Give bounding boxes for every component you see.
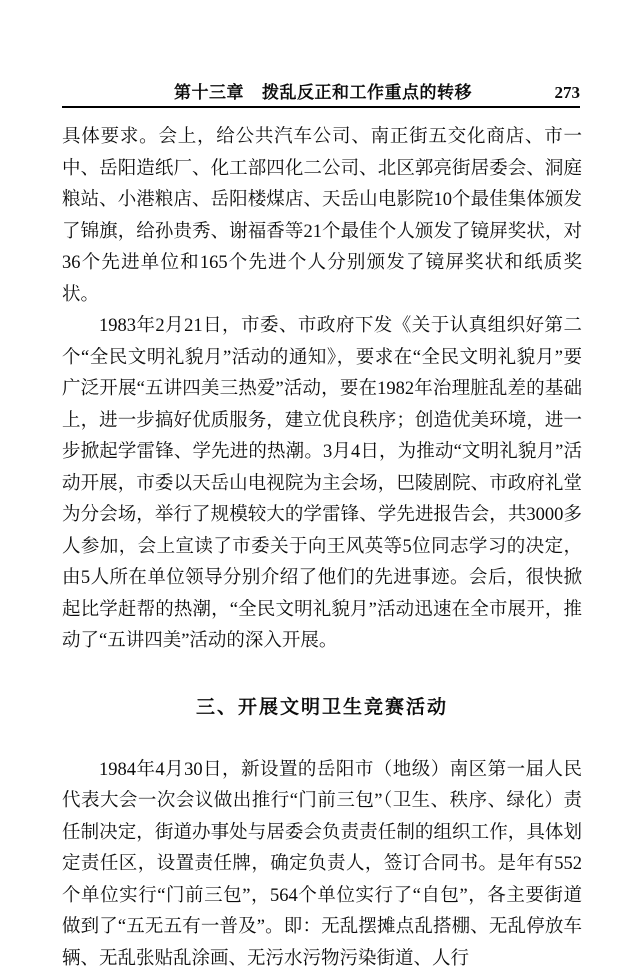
page-number: 273	[555, 83, 581, 103]
section-spacer-top	[62, 658, 582, 692]
page-content	[62, 122, 582, 975]
section-spacer-bottom	[62, 719, 582, 755]
body-paragraph-2: 1983年2月21日，市委、市政府下发《关于认真组织好第二个“全民文明礼貌月”活动的通知》，要求在“全民文明礼貌月”要广泛开展“五讲四美三热爱”活动，要在1982年治理脏乱差的基础上，进一步搞好优质服务，建立优良秩序；创造优美环境，进一步掀起学雷锋、学先进的热潮。3月4日，为推动“文明礼貌月”活动开展，市委以天岳山电视院为主会场，巴陵剧院、市政府礼堂为分会场，举行了规模较大的学雷锋、学先进报告会，共3000多人参加，会上宣读了市委关于向王风英等5位同志学习的决定，由5人所在单位领导分别介绍了他们的先进事迹。会后，很快掀起比学赶帮的热潮，“全民文明礼貌月”活动迅速在全市展开，推动了“五讲四美”活动的深入开展。	[62, 311, 582, 658]
section-heading: 三、开展文明卫生竞赛活动	[62, 692, 582, 719]
header-title-group	[174, 78, 472, 103]
body-paragraph-3: 1984年4月30日，新设置的岳阳市（地级）南区第一届人民代表大会一次会议做出推行“门前三包”（卫生、秩序、绿化）责任制决定，街道办事处与居委会负责责任制的组织工作，具体划定责任区，设置责任牌，确定负责人，签订合同书。是年有552个单位实行“门前三包”，564个单位实行了“自包”，各主要街道做到了“五无五有一普及”。即：无乱摆摊点乱搭棚、无乱停放车辆、无乱张贴乱涂画、无污水污物污染街道、人行	[62, 755, 582, 975]
header-chapter-number: 第十三章	[174, 83, 244, 102]
body-paragraph-1: 具体要求。会上，给公共汽车公司、南正街五交化商店、市一中、岳阳造纸厂、化工部四化二公司、北区郭亮街居委会、洞庭粮站、小港粮店、岳阳楼煤店、天岳山电影院10个最佳集体颁发了锦旗，给孙贵秀、谢福香等21个最佳个人颁发了镜屏奖状，对36个先进单位和165个先进个人分别颁发了镜屏奖状和纸质奖状。	[62, 122, 582, 311]
header-rule	[62, 106, 580, 108]
page-header	[62, 78, 580, 103]
header-chapter-title: 拨乱反正和工作重点的转移	[262, 83, 472, 102]
